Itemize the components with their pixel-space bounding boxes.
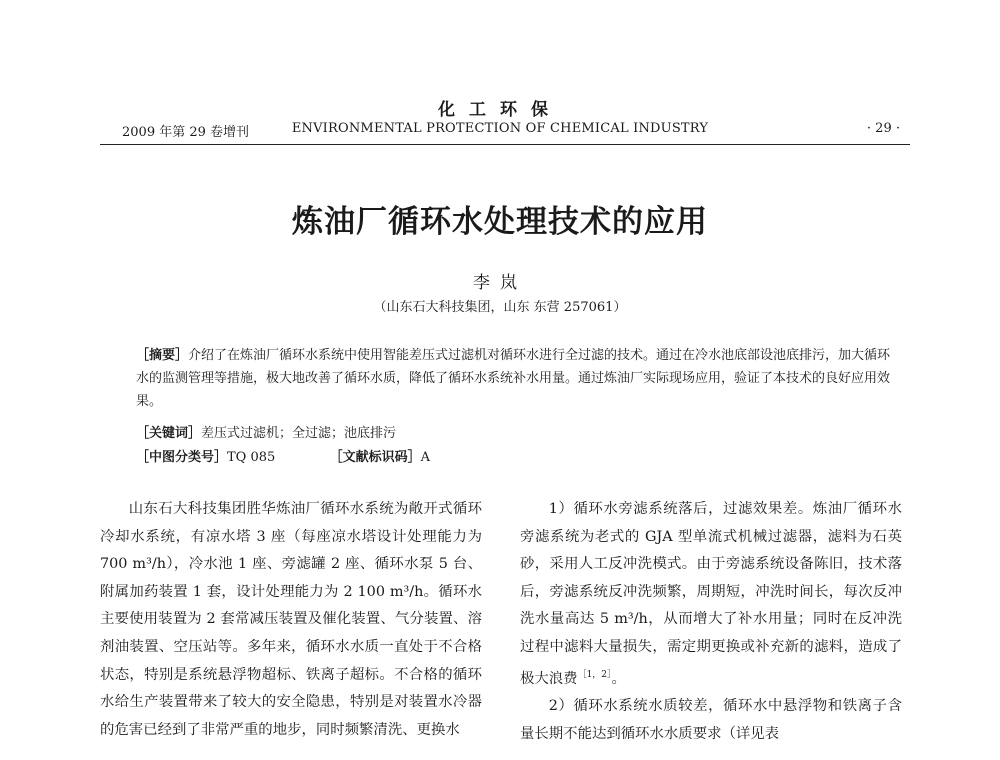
keywords-label: ［关键词］: [136, 426, 202, 441]
article-title: 炼油厂循环水处理技术的应用: [292, 204, 708, 240]
keywords: [136, 422, 896, 441]
body-column-left: [100, 496, 482, 744]
abstract: [136, 344, 896, 413]
citation: ［1，2］: [577, 669, 612, 680]
body-paragraph: 山东石大科技集团胜华炼油厂循环水系统为敞开式循环冷却水系统，有凉水塔 3 座（每座凉水塔设计处理能力为 700 m³/h），冷水池 1 座、旁滤罐 2 座、循环水泵 5 台、附属加药装置 1 套，设计处理能力为 2 100 m³/h。循环水主要使用装置为 2 套常减压装置及催化装置、气分装置、溶剂油装置、空压站等。多年来，循环水水质一直处于不合格状态，特别是系统悬浮物超标、铁离子超标。不合格的循环水给生产装置带来了较大的安全隐患，特别是对装置水冷器的危害已经到了非常严重的地步，同时频繁清洗、更换水: [100, 501, 482, 738]
body-column-right: [520, 496, 902, 748]
clc-label: ［中图分类号］: [136, 450, 228, 465]
body-paragraph: [520, 496, 902, 693]
classification: [136, 446, 896, 465]
page-number: · 29 ·: [866, 121, 900, 136]
abstract-text: 介绍了在炼油厂循环水系统中使用智能差压式过滤机对循环水进行全过滤的技术。通过在冷水池底部设池底排污，加大循环水的监测管理等措施，极大地改善了循环水质，降低了循环水系统补水用量。通过炼油厂实际现场应用，验证了本技术的良好应用效果。: [136, 348, 891, 409]
header-rule: [100, 144, 910, 145]
journal-title-cn: 化工环保: [438, 100, 562, 120]
clc-value: TQ 085: [227, 450, 276, 465]
journal-title-en: ENVIRONMENTAL PROTECTION OF CHEMICAL INDUSTRY: [291, 121, 709, 136]
author-name: 李岚: [473, 273, 527, 293]
doc-code-value: A: [420, 450, 430, 465]
paragraph-text: 1）循环水旁滤系统落后，过滤效果差。炼油厂循环水旁滤系统为老式的 GJA 型单流式机械过滤器，滤料为石英砂，采用人工反冲洗模式。由于旁滤系统设备陈旧，技术落后，旁滤系统反冲洗频繁，周期短，冲洗时间长，每次反冲洗水量高达 5 m³/h，从而增大了补水用量；同时在反冲洗过程中滤料大量损失，需定期更换或补充新的滤料，造成了极大浪费: [520, 501, 902, 687]
author-affiliation: （山东石大科技集团，山东 东营 257061）: [373, 300, 627, 315]
issue-info: 2009 年第 29 卷增刊: [122, 125, 250, 140]
doc-code-label: ［文献标识码］: [329, 450, 421, 465]
body-paragraph: 2）循环水系统水质较差，循环水中悬浮物和铁离子含量长期不能达到循环水水质要求（详见表: [520, 697, 902, 742]
paragraph-end: 。: [611, 670, 626, 687]
keywords-text: 差压式过滤机；全过滤；池底排污: [201, 426, 397, 441]
abstract-label: ［摘要］: [136, 348, 189, 363]
